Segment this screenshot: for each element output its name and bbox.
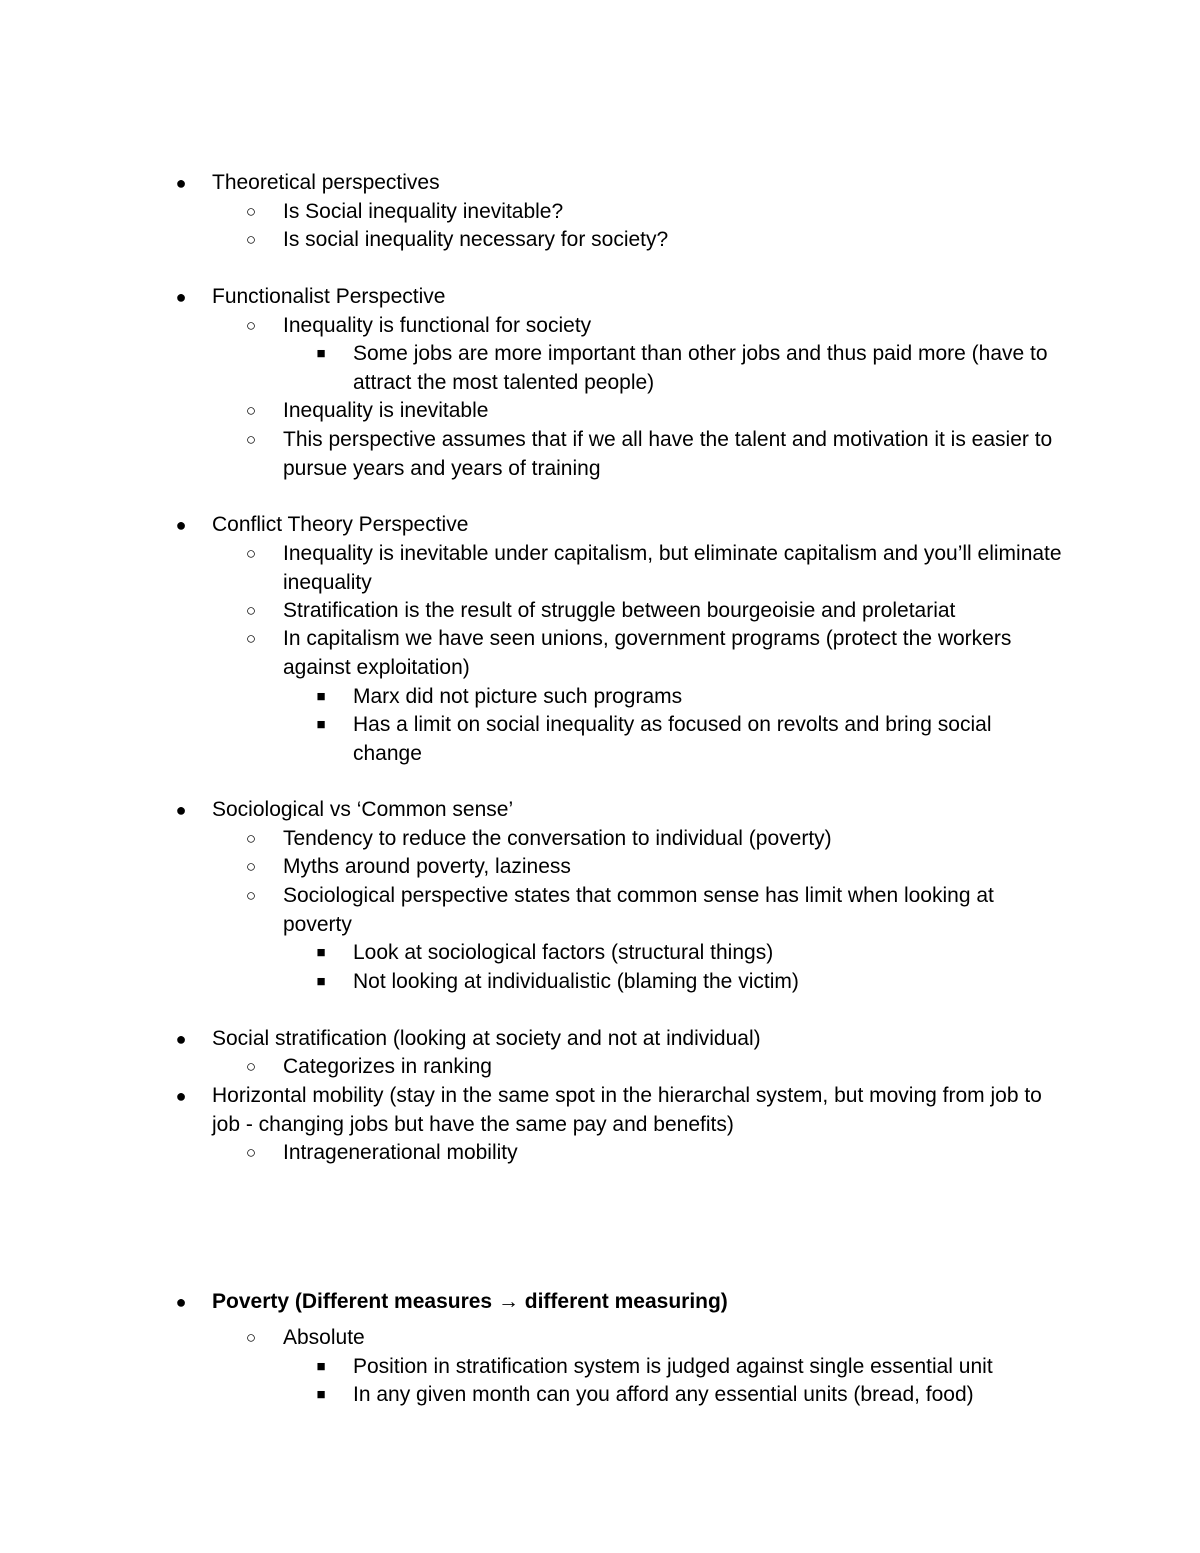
list-item-text: Marx did not picture such programs	[353, 685, 683, 708]
list-item-text: Theoretical perspectives	[212, 171, 440, 194]
list-item	[245, 397, 1063, 426]
list-item-text: Sociological vs ‘Common sense’	[212, 798, 514, 821]
list-item	[175, 511, 1062, 540]
bullet-icon: ■	[316, 973, 326, 990]
list-item	[316, 1381, 1063, 1410]
list-item-text: Inequality is inevitable	[283, 399, 489, 422]
list-item	[245, 853, 1063, 882]
bullet-icon: ○	[245, 601, 257, 620]
bullet-icon: ■	[316, 1386, 326, 1403]
list-item	[245, 198, 1063, 227]
list-item	[316, 683, 1063, 712]
list-item	[316, 939, 1063, 968]
list-item	[245, 625, 1063, 682]
list-item-text: Intragenerational mobility	[283, 1141, 518, 1164]
list-item	[245, 426, 1063, 483]
list-item-text: Some jobs are more important than other jobs and thus paid more (have to attract the most talented people)	[353, 342, 1048, 394]
list-item-text: Is social inequality necessary for society?	[283, 228, 669, 251]
bullet-icon: ○	[245, 316, 257, 335]
list-item-text: Myths around poverty, laziness	[283, 855, 571, 878]
list-item	[245, 825, 1063, 854]
bullet-icon: ○	[245, 829, 257, 848]
list-item-text: Absolute	[283, 1326, 365, 1349]
bullet-icon: ■	[316, 688, 326, 705]
list-item-text: Conflict Theory Perspective	[212, 513, 469, 536]
bullet-icon: ●	[175, 173, 187, 193]
list-item-text: Sociological perspective states that common sense has limit when looking at poverty	[283, 884, 994, 936]
list-item-text: Not looking at individualistic (blaming the victim)	[353, 970, 799, 993]
bullet-icon: ●	[175, 287, 187, 307]
list-item	[245, 226, 1063, 255]
list-item	[245, 1324, 1063, 1353]
list-item-text: Horizontal mobility (stay in the same spot in the hierarchal system, but moving from job to job - changing jobs but have the same pay and benefits)	[212, 1084, 1042, 1136]
bullet-icon: ●	[175, 1086, 187, 1106]
list-item	[316, 1353, 1063, 1382]
list-item	[245, 312, 1063, 341]
bullet-icon: ○	[245, 544, 257, 563]
bullet-icon: ○	[245, 202, 257, 221]
list-item-text: Categorizes in ranking	[283, 1055, 492, 1078]
list-item	[245, 597, 1063, 626]
bullet-icon: ○	[245, 886, 257, 905]
list-item-text: Tendency to reduce the conversation to individual (poverty)	[283, 827, 832, 850]
list-item	[175, 169, 1062, 198]
list-item	[245, 1139, 1063, 1168]
list-item	[316, 968, 1063, 997]
bullet-icon: ■	[316, 345, 326, 362]
list-item-text: In any given month can you afford any essential units (bread, food)	[353, 1383, 974, 1406]
bullet-icon: ●	[175, 1292, 187, 1312]
list-item	[175, 1025, 1062, 1054]
list-item	[245, 882, 1063, 939]
list-item-text: Has a limit on social inequality as focused on revolts and bring social change	[353, 713, 992, 765]
bullet-icon: ○	[245, 857, 257, 876]
list-item	[175, 1082, 1062, 1139]
list-item-text: Poverty (Different measures → different measuring)	[212, 1290, 728, 1313]
bullet-icon: ○	[245, 430, 257, 449]
list-item-text: In capitalism we have seen unions, government programs (protect the workers against exploitation)	[283, 627, 1012, 679]
bullet-icon: ●	[175, 515, 187, 535]
list-item	[245, 1053, 1063, 1082]
list-item-text: Social stratification (looking at society and not at individual)	[212, 1027, 761, 1050]
bullet-icon: ○	[245, 230, 257, 249]
list-item	[316, 711, 1063, 768]
bullet-icon: ●	[175, 800, 187, 820]
list-item	[245, 540, 1063, 597]
list-item-text: Stratification is the result of struggle between bourgeoisie and proletariat	[283, 599, 956, 622]
list-item	[316, 340, 1063, 397]
bullet-icon: ■	[316, 1358, 326, 1375]
bullet-icon: ○	[245, 1328, 257, 1347]
bullet-icon: ○	[245, 401, 257, 420]
bullet-icon: ●	[175, 1029, 187, 1049]
bullet-icon: ■	[316, 716, 326, 733]
list-item-text: Is Social inequality inevitable?	[283, 200, 564, 223]
bullet-icon: ○	[245, 629, 257, 648]
list-item	[175, 796, 1062, 825]
bullet-icon: ○	[245, 1057, 257, 1076]
list-item-text: Position in stratification system is judged against single essential unit	[353, 1355, 993, 1378]
bullet-icon: ○	[245, 1143, 257, 1162]
list-item-text: This perspective assumes that if we all have the talent and motivation it is easier to pursue years and years of training	[283, 428, 1053, 480]
list-item	[175, 283, 1062, 312]
list-item-text: Functionalist Perspective	[212, 285, 446, 308]
list-item-text: Look at sociological factors (structural things)	[353, 941, 774, 964]
list-item	[175, 1288, 1062, 1317]
list-item-text: Inequality is functional for society	[283, 314, 592, 337]
bullet-icon: ■	[316, 944, 326, 961]
list-item-text: Inequality is inevitable under capitalism, but eliminate capitalism and you’ll eliminate inequality	[283, 542, 1062, 594]
